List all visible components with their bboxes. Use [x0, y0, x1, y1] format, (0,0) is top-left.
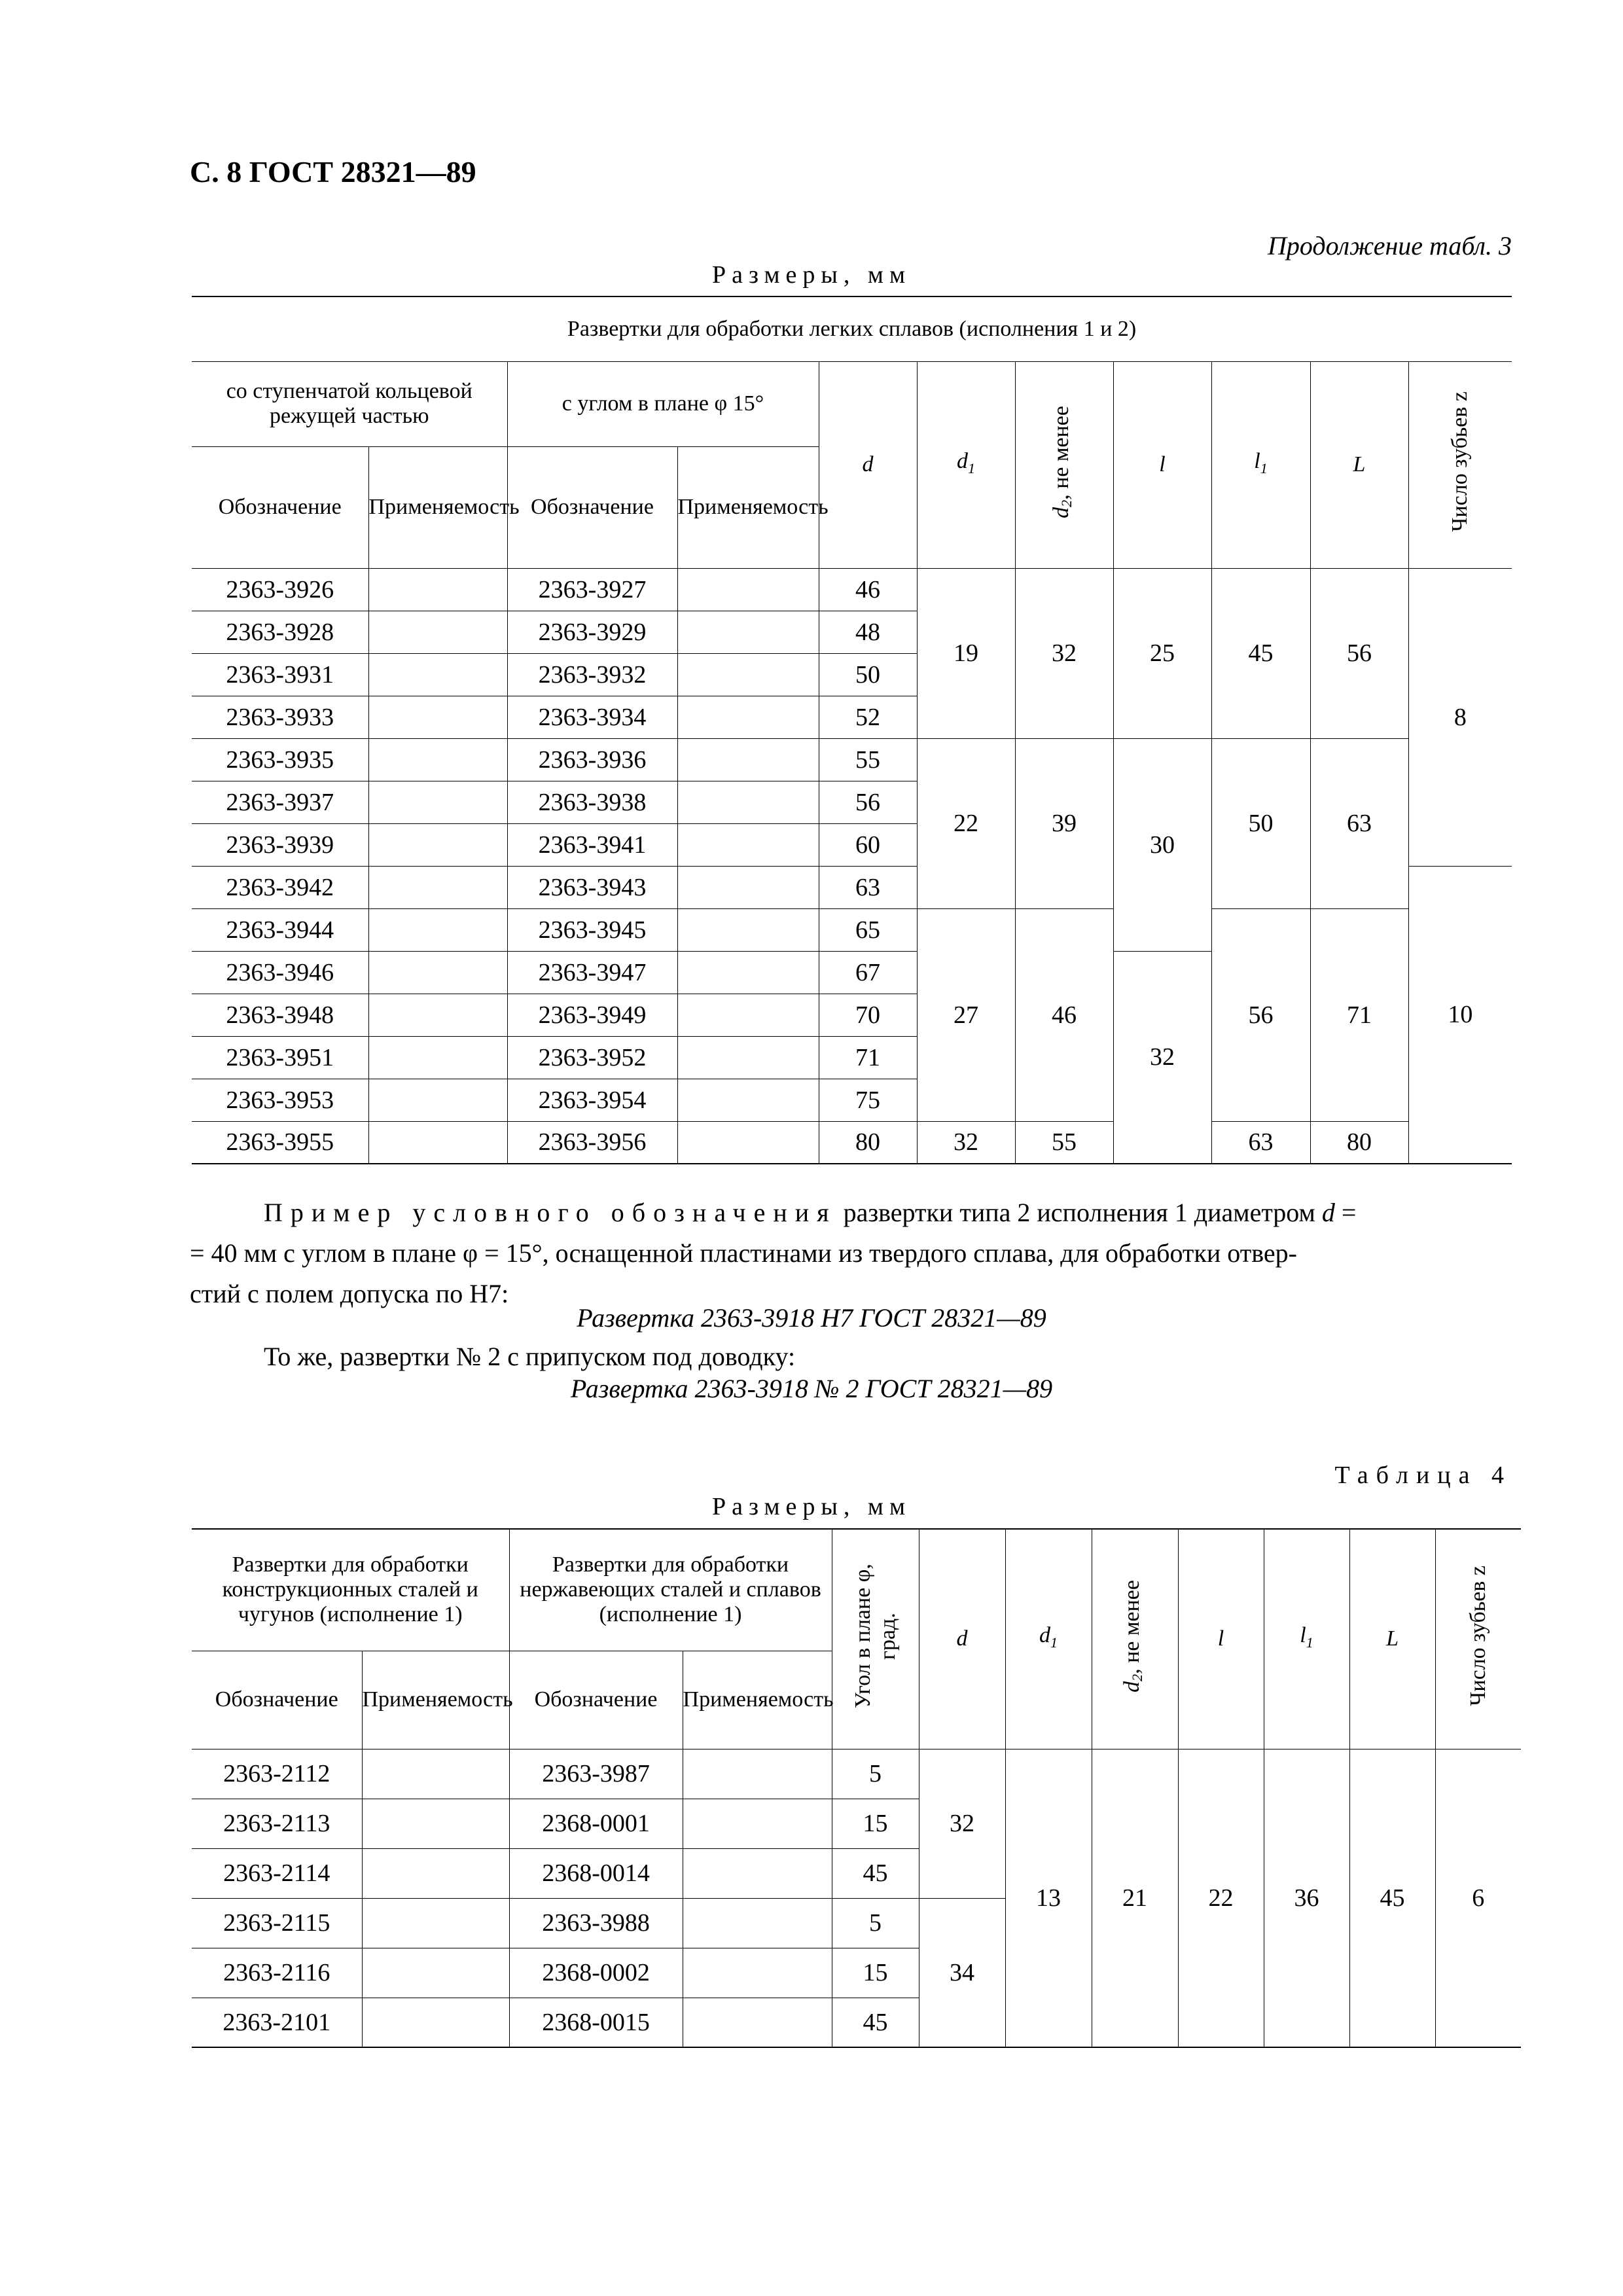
cell-d: 80	[819, 1121, 917, 1164]
table3-col-designation-1: Обозначение	[192, 446, 368, 568]
cell-designation: 2363-3947	[507, 951, 677, 994]
cell-applicability	[362, 1799, 509, 1848]
cell-designation: 2363-3955	[192, 1121, 368, 1164]
cell-d: 55	[819, 738, 917, 781]
example-paragraph	[190, 1193, 1515, 1314]
table4-col-L: L	[1349, 1529, 1435, 1749]
cell-designation: 2363-3939	[192, 823, 368, 866]
cell-designation: 2363-2116	[192, 1948, 362, 1998]
cell-applicability	[368, 866, 507, 908]
cell-l: 22	[1178, 1749, 1264, 2047]
cell-applicability	[683, 1848, 832, 1898]
cell-d: 67	[819, 951, 917, 994]
table4-col-designation-2: Обозначение	[509, 1651, 683, 1749]
table4-sizes-label: Размеры, мм	[711, 1493, 911, 1520]
table3-sizes-label: Размеры, мм	[711, 261, 911, 289]
cell-applicability	[368, 653, 507, 696]
cell-applicability	[368, 908, 507, 951]
cell-applicability	[368, 568, 507, 611]
table4-col-applicability-2: Применяемость	[683, 1651, 832, 1749]
cell-designation: 2363-3988	[509, 1898, 683, 1948]
table4-col-l: l	[1178, 1529, 1264, 1749]
cell-applicability	[677, 738, 819, 781]
table4-col-designation-1: Обозначение	[192, 1651, 362, 1749]
table-row	[192, 1749, 1521, 1799]
table3-col-teeth: Число зубьев z	[1408, 361, 1512, 568]
cell-d: 52	[819, 696, 917, 738]
cell-angle: 5	[832, 1749, 919, 1799]
cell-angle: 5	[832, 1898, 919, 1948]
cell-designation: 2363-3948	[192, 994, 368, 1036]
cell-d: 63	[819, 866, 917, 908]
cell-d: 75	[819, 1079, 917, 1121]
cell-designation: 2363-3951	[192, 1036, 368, 1079]
cell-d: 46	[819, 568, 917, 611]
cell-L: 71	[1310, 908, 1408, 1121]
cell-designation: 2363-3928	[192, 611, 368, 653]
cell-teeth: 10	[1408, 866, 1512, 1164]
cell-teeth: 8	[1408, 568, 1512, 866]
cell-d1: 19	[917, 568, 1015, 738]
cell-applicability	[683, 1799, 832, 1848]
table3-top-header: Развертки для обработки легких сплавов (исполнения 1 и 2)	[192, 296, 1512, 361]
cell-applicability	[677, 781, 819, 823]
cell-designation: 2363-3937	[192, 781, 368, 823]
cell-designation: 2368-0002	[509, 1948, 683, 1998]
cell-applicability	[677, 568, 819, 611]
cell-angle: 15	[832, 1799, 919, 1848]
table4-caption: Таблица 4	[1334, 1462, 1512, 1489]
cell-designation: 2363-2101	[192, 1998, 362, 2047]
table3-col-designation-2: Обозначение	[507, 446, 677, 568]
table3-col-applicability-2: Применяемость	[677, 446, 819, 568]
cell-d2: 55	[1015, 1121, 1113, 1164]
table4-col-d2: $d_2$, не менее	[1092, 1529, 1178, 1749]
cell-designation: 2363-3943	[507, 866, 677, 908]
cell-designation: 2363-3929	[507, 611, 677, 653]
cell-l1: 45	[1211, 568, 1310, 738]
cell-applicability	[683, 1948, 832, 1998]
cell-l1: 63	[1211, 1121, 1310, 1164]
table4-col-teeth: Число зубьев z	[1435, 1529, 1521, 1749]
table4-group-structural: Развертки для обработки конструкционных сталей и чугунов (исполнение 1)	[192, 1529, 509, 1651]
cell-L: 63	[1310, 738, 1408, 908]
cell-designation: 2363-3987	[509, 1749, 683, 1799]
cell-d: 50	[819, 653, 917, 696]
cell-l1: 36	[1264, 1749, 1349, 2047]
cell-d2: 46	[1015, 908, 1113, 1121]
example-designation-1: Развертка 2363-3918 Н7 ГОСТ 28321—89	[577, 1303, 1046, 1333]
cell-d1: 22	[917, 738, 1015, 908]
cell-designation: 2363-3934	[507, 696, 677, 738]
cell-d1: 13	[1005, 1749, 1092, 2047]
cell-designation: 2368-0001	[509, 1799, 683, 1848]
cell-applicability	[368, 738, 507, 781]
cell-d: 60	[819, 823, 917, 866]
cell-applicability	[677, 696, 819, 738]
page-header: С. 8 ГОСТ 28321—89	[190, 155, 476, 188]
cell-teeth: 6	[1435, 1749, 1521, 2047]
table-3	[192, 296, 1512, 1164]
cell-applicability	[362, 1948, 509, 1998]
cell-designation: 2363-3946	[192, 951, 368, 994]
cell-designation: 2363-3953	[192, 1079, 368, 1121]
cell-applicability	[683, 1749, 832, 1799]
cell-L: 80	[1310, 1121, 1408, 1164]
cell-angle: 45	[832, 1998, 919, 2047]
table-4	[192, 1528, 1521, 2048]
cell-applicability	[677, 1121, 819, 1164]
cell-designation: 2363-3954	[507, 1079, 677, 1121]
cell-designation: 2363-2113	[192, 1799, 362, 1848]
cell-applicability	[677, 951, 819, 994]
cell-applicability	[362, 1749, 509, 1799]
cell-L: 45	[1349, 1749, 1435, 2047]
cell-designation: 2363-2115	[192, 1898, 362, 1948]
cell-designation: 2363-3926	[192, 568, 368, 611]
cell-applicability	[368, 823, 507, 866]
cell-angle: 15	[832, 1948, 919, 1998]
table4-col-d1: $d_1$	[1005, 1529, 1092, 1749]
cell-applicability	[368, 1036, 507, 1079]
cell-designation: 2363-3945	[507, 908, 677, 951]
table4-col-applicability-1: Применяемость	[362, 1651, 509, 1749]
cell-d: 48	[819, 611, 917, 653]
table3-col-l: l	[1113, 361, 1211, 568]
example-line-2: = 40 мм с углом в плане φ = 15°, оснащенной пластинами из твердого сплава, для обработки отвер-	[190, 1238, 1297, 1268]
cell-l1: 50	[1211, 738, 1310, 908]
cell-d1: 27	[917, 908, 1015, 1121]
cell-d: 70	[819, 994, 917, 1036]
table3-col-applicability-1: Применяемость	[368, 446, 507, 568]
cell-designation: 2368-0014	[509, 1848, 683, 1898]
table-row	[192, 738, 1512, 781]
cell-designation: 2363-3932	[507, 653, 677, 696]
cell-designation: 2363-3956	[507, 1121, 677, 1164]
cell-d: 56	[819, 781, 917, 823]
table3-group-stepped: со ступенчатой кольцевой режущей частью	[192, 361, 507, 446]
cell-L: 56	[1310, 568, 1408, 738]
cell-designation: 2363-2114	[192, 1848, 362, 1898]
cell-designation: 2363-3938	[507, 781, 677, 823]
cell-applicability	[677, 908, 819, 951]
cell-applicability	[362, 1848, 509, 1898]
cell-designation: 2363-3944	[192, 908, 368, 951]
cell-l: 30	[1113, 738, 1211, 951]
cell-designation: 2363-3933	[192, 696, 368, 738]
cell-applicability	[683, 1898, 832, 1948]
table-row	[192, 908, 1512, 951]
cell-designation: 2363-3941	[507, 823, 677, 866]
table-row	[192, 568, 1512, 611]
table3-col-L: L	[1310, 361, 1408, 568]
cell-applicability	[368, 696, 507, 738]
cell-applicability	[368, 951, 507, 994]
cell-applicability	[677, 866, 819, 908]
cell-d2: 32	[1015, 568, 1113, 738]
cell-designation: 2363-3952	[507, 1036, 677, 1079]
table3-group-angle: с углом в плане φ 15°	[507, 361, 819, 446]
cell-d: 32	[919, 1749, 1005, 1898]
table3-col-d: d	[819, 361, 917, 568]
table4-col-l1: $l_1$	[1264, 1529, 1349, 1749]
cell-applicability	[677, 653, 819, 696]
table3-col-d1: $d_1$	[917, 361, 1015, 568]
table-continuation-label: Продолжение табл. 3	[1267, 231, 1512, 260]
table4-col-d: d	[919, 1529, 1005, 1749]
cell-d: 71	[819, 1036, 917, 1079]
table3-col-d2: $d_2$, не менее	[1015, 361, 1113, 568]
cell-applicability	[362, 1998, 509, 2047]
cell-applicability	[362, 1898, 509, 1948]
cell-designation: 2363-3949	[507, 994, 677, 1036]
cell-applicability	[368, 781, 507, 823]
cell-designation: 2363-3927	[507, 568, 677, 611]
table4-group-stainless: Развертки для обработки нержавеющих сталей и сплавов (исполнение 1)	[509, 1529, 832, 1651]
example-designation-2: Развертка 2363-3918 № 2 ГОСТ 28321—89	[570, 1374, 1053, 1403]
cell-l1: 56	[1211, 908, 1310, 1121]
cell-designation: 2368-0015	[509, 1998, 683, 2047]
cell-designation: 2363-3931	[192, 653, 368, 696]
cell-applicability	[368, 611, 507, 653]
cell-applicability	[677, 994, 819, 1036]
table-row	[192, 1121, 1512, 1164]
cell-applicability	[368, 1121, 507, 1164]
cell-d: 65	[819, 908, 917, 951]
cell-applicability	[677, 611, 819, 653]
example-line-1: Пример условного обозначения развертки типа 2 исполнения 1 диаметром d =	[264, 1198, 1357, 1227]
cell-l: 32	[1113, 951, 1211, 1164]
cell-applicability	[677, 823, 819, 866]
cell-designation: 2363-3942	[192, 866, 368, 908]
cell-applicability	[368, 1079, 507, 1121]
cell-d1: 32	[917, 1121, 1015, 1164]
cell-l: 25	[1113, 568, 1211, 738]
cell-applicability	[368, 994, 507, 1036]
cell-angle: 45	[832, 1848, 919, 1898]
cell-applicability	[683, 1998, 832, 2047]
table4-col-angle: Угол в плане φ, град.	[832, 1529, 919, 1749]
cell-designation: 2363-3936	[507, 738, 677, 781]
cell-d2: 39	[1015, 738, 1113, 908]
example-line-3: стий с полем допуска по Н7:	[190, 1279, 509, 1308]
cell-d2: 21	[1092, 1749, 1178, 2047]
table3-col-l1: $l_1$	[1211, 361, 1310, 568]
cell-designation: 2363-2112	[192, 1749, 362, 1799]
cell-applicability	[677, 1079, 819, 1121]
example-same-note: То же, развертки № 2 с припуском под доводку:	[264, 1342, 796, 1371]
cell-applicability	[677, 1036, 819, 1079]
cell-designation: 2363-3935	[192, 738, 368, 781]
cell-d: 34	[919, 1898, 1005, 2047]
